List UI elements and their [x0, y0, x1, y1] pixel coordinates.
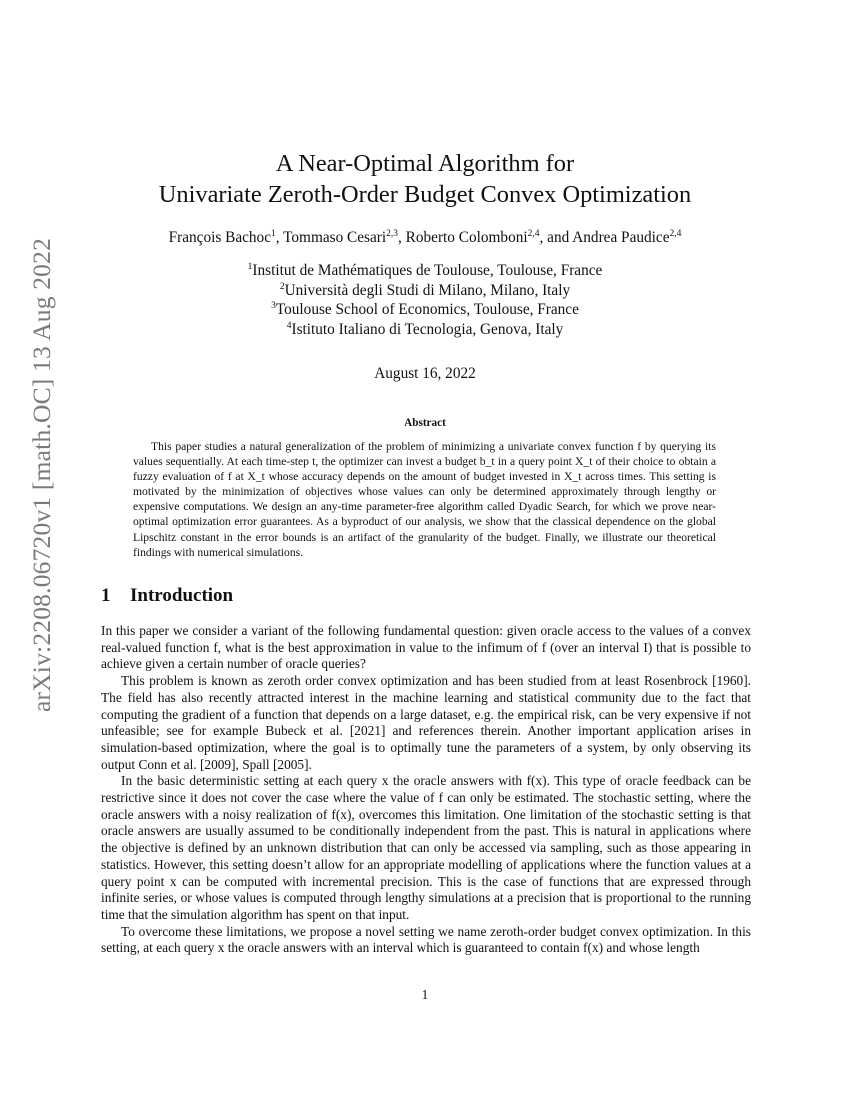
- affiliation-text: Institut de Mathématiques de Toulouse, Toulouse, France: [252, 262, 603, 279]
- section-title: Introduction: [130, 585, 234, 606]
- title-line-1: A Near-Optimal Algorithm for: [275, 150, 575, 177]
- affiliation-number: 4: [286, 320, 292, 331]
- abstract-text: This paper studies a natural generalization of the problem of minimizing a univariate convex function f by querying its values sequentially. At each time-step t, the optimizer can invest a budget b_t in a query point X_t of their choice to obtain a fuzzy evaluation of f at X_t whose accuracy depends on the amount of budget invested in X_t across times. This setting is motivated by the minimization of objectives whose values can only be determined approximately through lengthy or expensive computations. We design an any-time parameter-free algorithm called Dyadic Search, for which we prove near-optimal optimization error guarantees. As a byproduct of our analysis, we show that the classical dependence on the global Lipschitz constant in the error bounds is an artifact of the granularity of the budget. Finally, we illustrate our theoretical findings with numerical simulations.: [133, 440, 716, 559]
- arxiv-identifier-stamp: [20, 237, 64, 713]
- paper-title: [100, 148, 750, 210]
- affiliation-line: [100, 300, 750, 320]
- title-line-2: Univariate Zeroth-Order Budget Convex Optimization: [158, 181, 692, 208]
- section-number: 1: [101, 585, 111, 606]
- affiliation-text: Istituto Italiano di Tecnologia, Genova, Italy: [291, 320, 564, 338]
- author-name: Roberto Colomboni: [405, 229, 528, 246]
- paragraph: To overcome these limitations, we propose a novel setting we name zeroth-order budget convex optimization. In this setting, at each query x the oracle answers with an interval which is guaranteed to contain f(x) and whose length: [101, 923, 751, 956]
- paragraph: This problem is known as zeroth order convex optimization and has been studied from at least Rosenbrock [1960]. The field has also recently attracted interest in the machine learning and statistical community due to the fact that computing the gradient of a function that depends on a large dataset, e.g. the empirical risk, can be very expensive if not unfeasible; see for example Bubeck et al. [2021] and references therein. Another important application arises in simulation-based optimization, where the goal is to optimally tune the parameters of a system, by only observing its output Conn et al. [2009], Spall [2005].: [101, 673, 751, 772]
- affiliation-text: Toulouse School of Economics, Toulouse, France: [275, 301, 579, 318]
- author-name: Andrea Paudice: [572, 229, 670, 246]
- page-number: 1: [421, 987, 429, 1002]
- arxiv-identifier-text: arXiv:2208.06720v1 [math.OC] 13 Aug 2022: [27, 237, 56, 713]
- affiliation-text: Università degli Studi di Milano, Milano, Italy: [284, 281, 571, 299]
- section-heading: [101, 585, 233, 607]
- affiliation-list: [100, 261, 750, 339]
- affiliation-line: [100, 281, 750, 301]
- body-text: [101, 623, 751, 957]
- publication-date: August 16, 2022: [374, 365, 476, 382]
- author-name: François Bachoc: [168, 229, 271, 246]
- author-affiliation-mark: 1: [271, 229, 276, 239]
- affiliation-number: 1: [247, 262, 253, 272]
- author-affiliation-mark: 2,4: [527, 229, 540, 239]
- abstract-heading: Abstract: [404, 417, 446, 429]
- author-affiliation-mark: 2,4: [669, 229, 682, 239]
- paragraph: In this paper we consider a variant of the following fundamental question: given oracle access to the values of a convex real-valued function f, what is the best approximation in value to the infimum of f (over an interval I) that is possible to achieve given a certain number of oracle queries?: [101, 623, 751, 672]
- author-name: Tommaso Cesari: [283, 229, 387, 246]
- affiliation-number: 2: [279, 281, 285, 292]
- affiliation-number: 3: [271, 301, 276, 311]
- author-affiliation-mark: 2,3: [386, 229, 399, 239]
- affiliation-line: [100, 261, 750, 281]
- affiliation-line: [100, 320, 750, 340]
- paragraph: In the basic deterministic setting at each query x the oracle answers with f(x). This type of oracle feedback can be restrictive since it does not cover the case where the value of f can only be estimated. The stochastic setting, where the oracle answers with a noisy realization of f(x), overcomes this limitation. One limitation of the stochastic setting is that oracle answers are usually assumed to be conditionally independent from the past. This is natural in applications where the objective is defined by an unknown distribution that can only be accessed via sampling, such as those appearing in statistics. However, this setting doesn’t allow for an appropriate modelling of applications where the function values at a query point x can be computed with incremental precision. This is the case of functions that are expressed through infinite series, or whose values is computed through lengthy simulations at a precision that is proportional to the running time that the simulation algorithm has spent on that input.: [101, 773, 751, 922]
- author-list: François Bachoc$^1$, Tommaso Cesari$^{2,3}$, Roberto Colomboni$^{2,4}$, and Andrea Paudice$^{2,4}$: [168, 229, 682, 246]
